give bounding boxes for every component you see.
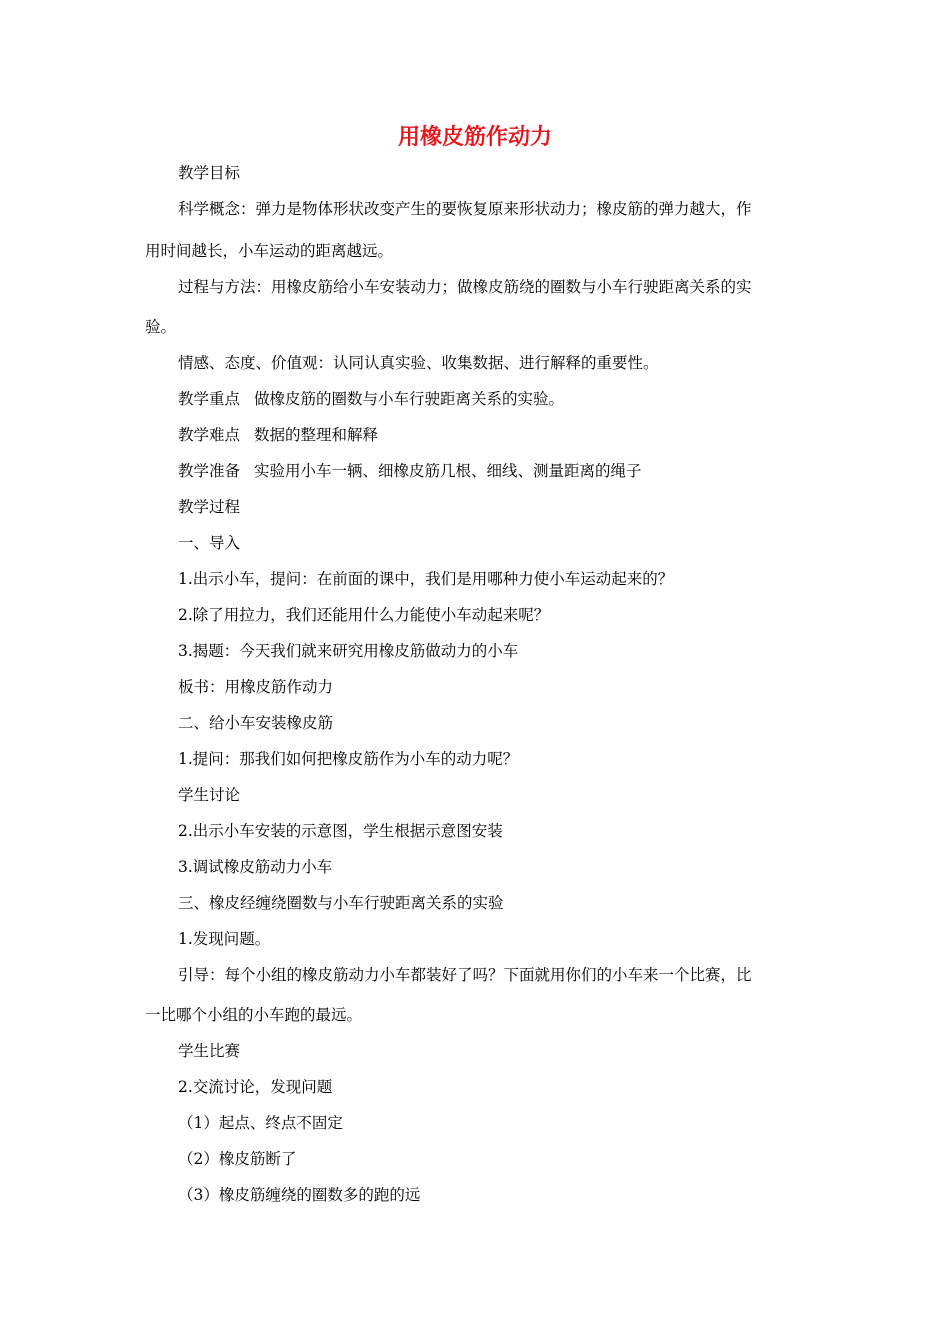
paragraph-line: 情感、态度、价值观：认同认真实验、收集数据、进行解释的重要性。 [178,354,659,372]
paragraph-line: 学生讨论 [178,786,241,804]
preparation-line [178,460,838,482]
paragraph-line: 1.出示小车，提问：在前面的课中，我们是用哪种力使小车运动起来的？ [178,570,674,588]
section-heading: 三、橡皮经缠绕圈数与小车行驶距离关系的实验 [178,894,504,912]
preparation-label: 教学准备 [178,462,241,480]
document-title: 用橡皮筋作动力 [397,125,552,150]
preparation-text: 实验用小车一辆、细橡皮筋几根、细线、测量距离的绳子 [254,462,642,480]
list-item: （3）橡皮筋缠绕的圈数多的跑的远 [178,1186,421,1204]
paragraph-line: 2.交流讨论，发现问题 [178,1078,333,1096]
paragraph-line: 一比哪个小组的小车跑的最远。 [145,1006,363,1024]
section-heading: 二、给小车安装橡皮筋 [178,714,334,732]
paragraph-line: 1.发现问题。 [178,930,271,948]
key-point-line [178,388,838,410]
paragraph-line: 2.出示小车安装的示意图，学生根据示意图安装 [178,822,503,840]
paragraph-line: 1.提问：那我们如何把橡皮筋作为小车的动力呢？ [178,750,519,768]
paragraph-line: 验。 [145,318,177,336]
paragraph-line: 用时间越长，小车运动的距离越远。 [145,242,394,260]
section-heading-objectives: 教学目标 [178,164,241,182]
list-item: （2）橡皮筋断了 [178,1150,297,1168]
key-point-text: 做橡皮筋的圈数与小车行驶距离关系的实验。 [254,390,565,408]
paragraph-line: 2.除了用拉力，我们还能用什么力能使小车动起来呢？ [178,606,550,624]
list-item: （1）起点、终点不固定 [178,1114,343,1132]
paragraph-line: 3.调试橡皮筋动力小车 [178,858,333,876]
key-point-label: 教学重点 [178,390,241,408]
difficulty-line [178,424,838,446]
difficulty-text: 数据的整理和解释 [254,426,379,444]
paragraph-line: 3.揭题：今天我们就来研究用橡皮筋做动力的小车 [178,642,519,660]
paragraph-line: 引导：每个小组的橡皮筋动力小车都装好了吗？下面就用你们的小车来一个比赛，比 [178,966,752,984]
paragraph-line: 板书：用橡皮筋作动力 [178,678,334,696]
paragraph-line: 学生比赛 [178,1042,241,1060]
paragraph-line: 科学概念：弹力是物体形状改变产生的要恢复原来形状动力；橡皮筋的弹力越大，作 [178,200,752,218]
section-heading: 一、导入 [178,534,241,552]
section-heading-process: 教学过程 [178,498,241,516]
difficulty-label: 教学难点 [178,426,241,444]
paragraph-line: 过程与方法：用橡皮筋给小车安装动力；做橡皮筋绕的圈数与小车行驶距离关系的实 [178,278,752,296]
